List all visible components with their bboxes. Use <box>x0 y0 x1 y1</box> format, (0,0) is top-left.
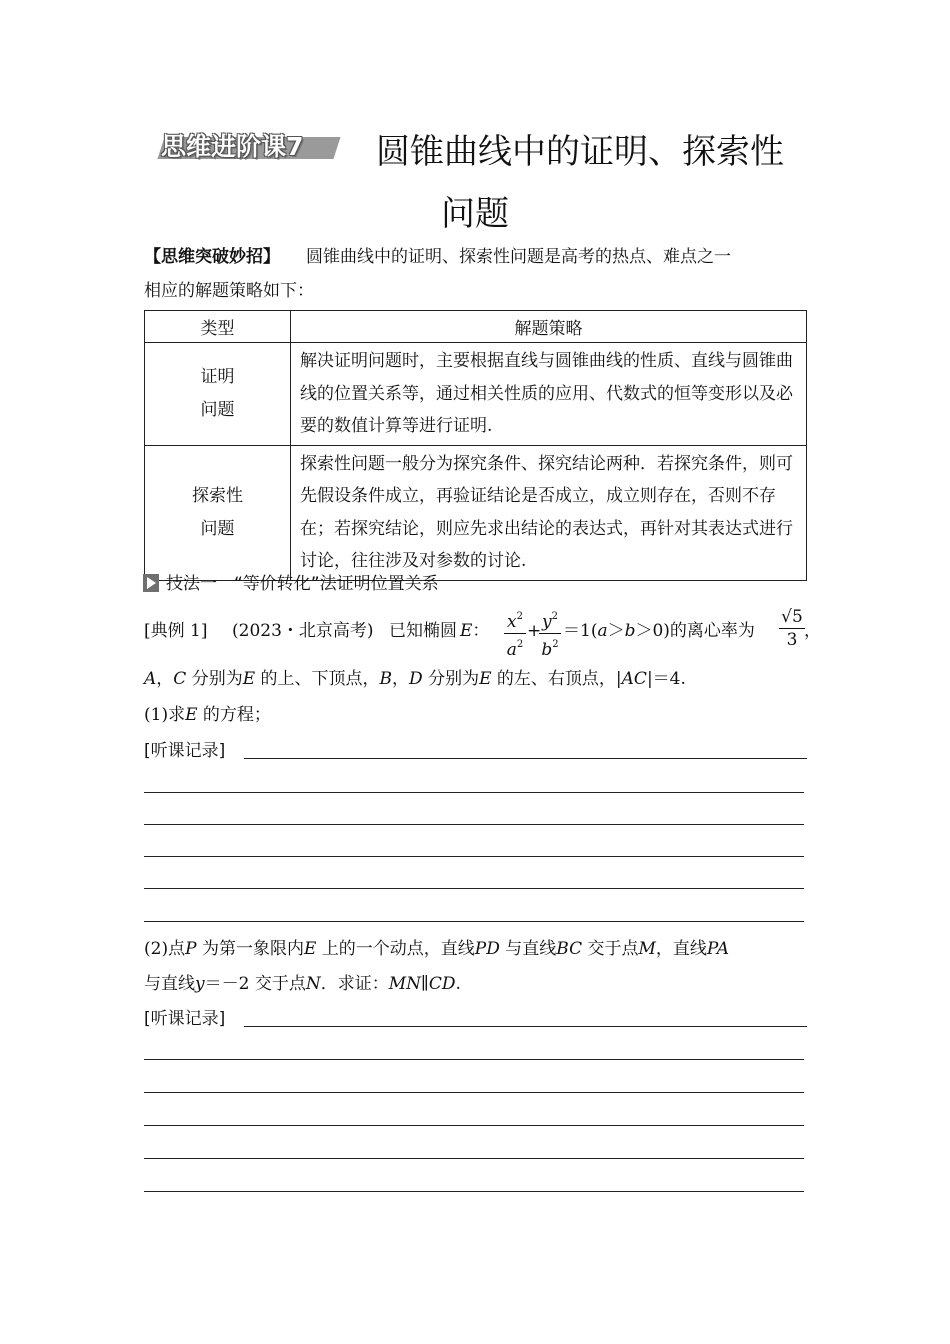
answer-line[interactable] <box>144 1158 804 1159</box>
answer-line[interactable] <box>144 856 804 857</box>
page-title-line2: 问题 <box>441 194 509 234</box>
table-header-row <box>145 311 807 343</box>
strategy-text: 探索性问题一般分为探究条件、探究结论两种．若探究条件，则可先假设条件成立，再验证结论是否成立，成立则存在，否则不存在；若探究结论，则应先求出结论的表达式，再针对其表达式进行讨论，往往涉及对参数的讨论. <box>300 453 793 571</box>
question-2-line1: (2)点P 为第一象限内E 上的一个动点，直线PD 与直线BC 交于点M，直线PA <box>144 939 730 959</box>
note-label-2: [听课记录] <box>144 1009 226 1029</box>
strategy-cell <box>291 343 807 446</box>
question-2-line2: 与直线y＝－2 交于点N．求证：MN∥CD. <box>144 974 461 994</box>
answer-line[interactable] <box>144 1092 804 1093</box>
type-label-2: 问题 <box>200 399 235 420</box>
trailing-comma: ， <box>804 621 821 641</box>
condition-text: ＝1(a＞b＞0)的离心率为 <box>563 621 755 641</box>
type-label-1: 探索性 <box>192 485 243 506</box>
answer-line[interactable] <box>144 1191 804 1192</box>
table-row <box>145 445 807 580</box>
header-type: 类型 <box>145 311 291 343</box>
intro-line1 <box>144 246 731 268</box>
strategy-text: 解决证明问题时，主要根据直线与圆锥曲线的性质、直线与圆锥曲线的位置关系等，通过相关性质的应用、代数式的恒等变形以及必要的数值计算等进行证明. <box>300 351 793 436</box>
type-label-2: 问题 <box>200 518 235 539</box>
plus-sign: + <box>527 621 542 641</box>
section-heading: 技法一 “等价转化”法证明位置关系 <box>166 574 439 594</box>
note-label-1: [听课记录] <box>144 741 226 761</box>
type-cell <box>145 445 291 580</box>
answer-line[interactable] <box>144 1125 804 1126</box>
fraction-num: $y^2$ <box>542 611 558 632</box>
type-label-1: 证明 <box>200 366 235 387</box>
fraction-x2-a2 <box>504 606 526 661</box>
strategy-cell <box>291 445 807 580</box>
type-cell <box>145 343 291 446</box>
answer-line[interactable] <box>144 824 804 825</box>
answer-line[interactable] <box>244 758 807 759</box>
fraction-den: $a^2$ <box>506 639 524 660</box>
answer-line[interactable] <box>144 921 804 922</box>
intro-line2: 相应的解题策略如下： <box>144 281 314 301</box>
ellipse-var: E <box>460 621 473 641</box>
fraction-y2-b2 <box>539 606 561 661</box>
table-row <box>145 343 807 446</box>
play-triangle-icon-inner <box>147 577 156 589</box>
strategy-table <box>144 310 807 581</box>
intro-text-1: 圆锥曲线中的证明、探索性问题是高考的热点、难点之一 <box>306 247 731 267</box>
header-strategy: 解题策略 <box>291 311 807 343</box>
badge-label: 思维进阶课7 <box>161 132 304 161</box>
example-source: (2023・北京高考) <box>232 621 374 641</box>
lead-text: 已知椭圆 <box>389 621 457 641</box>
answer-line[interactable] <box>144 1059 804 1060</box>
example-label: [典例 1] <box>144 621 208 641</box>
example-lead <box>389 620 489 642</box>
colon: ： <box>472 621 490 641</box>
intro-label: 【思维突破妙招】 <box>144 247 280 267</box>
answer-line[interactable] <box>244 1026 807 1027</box>
page-title-line1: 圆锥曲线中的证明、探索性 <box>376 132 784 172</box>
answer-line[interactable] <box>144 792 804 793</box>
fraction-den: $b^2$ <box>541 639 559 660</box>
fraction-num: $x^2$ <box>507 611 523 632</box>
eccentricity-fraction <box>779 606 805 651</box>
question-1: (1)求E 的方程； <box>144 705 271 725</box>
fraction-den: 3 <box>786 630 798 650</box>
answer-line[interactable] <box>144 888 804 889</box>
fraction-num: √5 <box>781 607 803 627</box>
example-line2: A，C 分别为E 的上、下顶点，B，D 分别为E 的左、右顶点，|AC|＝4. <box>144 669 686 689</box>
lesson-badge <box>155 127 337 160</box>
